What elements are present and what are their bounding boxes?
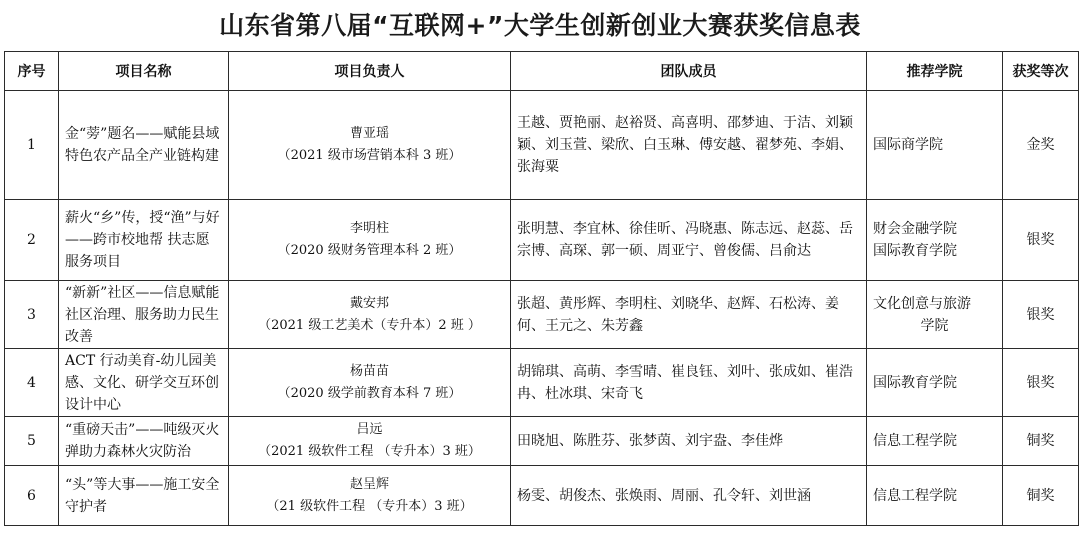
team-members: 胡锦琪、高萌、李雪晴、崔良钰、刘叶、张成如、崔浩冉、杜冰琪、宋奇飞 bbox=[511, 349, 867, 417]
row-index: 5 bbox=[5, 417, 59, 466]
leader-name: 戴安邦 bbox=[349, 295, 389, 311]
team-members: 张明慧、李宜林、徐佳昕、冯晓惠、陈志远、赵蕊、岳宗博、高琛、郭一硕、周亚宁、曾俊儒、吕俞达 bbox=[511, 200, 867, 281]
school-line-1: 信息工程学院 bbox=[873, 487, 957, 504]
row-index: 6 bbox=[5, 466, 59, 526]
header-team: 团队成员 bbox=[511, 52, 867, 91]
recommending-school bbox=[867, 281, 1003, 349]
school-line-2: 国际教育学院 bbox=[873, 243, 957, 259]
recommending-school bbox=[867, 91, 1003, 200]
leader-class: （21 级软件工程 （专升本）3 班） bbox=[266, 498, 473, 514]
project-leader bbox=[229, 91, 511, 200]
leader-class: （2020 级学前教育本科 7 班） bbox=[277, 385, 462, 401]
table-row bbox=[5, 200, 1079, 281]
leader-name: 杨苗苗 bbox=[349, 363, 389, 379]
header-leader: 项目负责人 bbox=[229, 52, 511, 91]
award-table bbox=[4, 51, 1079, 526]
team-members: 张超、黄彤辉、李明柱、刘晓华、赵辉、石松涛、姜何、王元之、朱芳鑫 bbox=[511, 281, 867, 349]
project-leader bbox=[229, 281, 511, 349]
recommending-school bbox=[867, 349, 1003, 417]
award-level: 银奖 bbox=[1003, 281, 1079, 349]
project-name: “新新”社区——信息赋能社区治理、服务助力民生改善 bbox=[59, 281, 229, 349]
school-line-1: 国际商学院 bbox=[873, 137, 943, 153]
project-name: 金“蒡”题名——赋能县域特色农产品全产业链构建 bbox=[59, 91, 229, 200]
award-level: 银奖 bbox=[1003, 349, 1079, 417]
row-index: 1 bbox=[5, 91, 59, 200]
school-line-1: 财会金融学院 bbox=[873, 221, 957, 237]
award-level: 铜奖 bbox=[1003, 466, 1079, 526]
project-leader bbox=[229, 417, 511, 466]
row-index: 4 bbox=[5, 349, 59, 417]
project-leader bbox=[229, 466, 511, 526]
school-line-1: 国际教育学院 bbox=[873, 374, 957, 391]
project-leader bbox=[229, 349, 511, 417]
page-title: 山东省第八届“互联网+”大学生创新创业大赛获奖信息表 bbox=[219, 11, 861, 40]
table-header-row bbox=[5, 52, 1079, 91]
recommending-school bbox=[867, 200, 1003, 281]
leader-class: （2020 级财务管理本科 2 班） bbox=[277, 243, 462, 258]
header-index: 序号 bbox=[5, 52, 59, 91]
header-project-name: 项目名称 bbox=[59, 52, 229, 91]
leader-name: 曹亚瑶 bbox=[349, 126, 389, 141]
project-name: ACT 行动美育-幼儿园美感、文化、研学交互环创设计中心 bbox=[59, 349, 229, 417]
leader-class: （2021 级软件工程 （专升本）3 班） bbox=[258, 444, 481, 459]
recommending-school bbox=[867, 466, 1003, 526]
leader-name: 赵呈辉 bbox=[349, 476, 389, 492]
table-row bbox=[5, 417, 1079, 466]
table-row bbox=[5, 281, 1079, 349]
leader-class: （2021 级市场营销本科 3 班） bbox=[277, 148, 462, 163]
project-name: 薪火“乡”传，授“渔”与好——跨市校地帮 扶志愿服务项目 bbox=[59, 200, 229, 281]
team-members: 田晓旭、陈胜芬、张梦茵、刘宇盎、李佳烨 bbox=[511, 417, 867, 466]
school-line-1: 信息工程学院 bbox=[873, 433, 957, 449]
project-name: “重磅天击”——吨级灭火弹助力森林火灾防治 bbox=[59, 417, 229, 466]
table-row bbox=[5, 466, 1079, 526]
award-level: 银奖 bbox=[1003, 200, 1079, 281]
row-index: 2 bbox=[5, 200, 59, 281]
school-line-1: 文化创意与旅游 bbox=[873, 295, 971, 312]
award-level: 金奖 bbox=[1003, 91, 1079, 200]
team-members: 王越、贾艳丽、赵裕贤、高喜明、邵梦迪、于洁、刘颖颖、刘玉萱、梁欣、白玉琳、傅安越、翟梦苑、李娟、张海粟 bbox=[511, 91, 867, 200]
header-school: 推荐学院 bbox=[867, 52, 1003, 91]
team-members: 杨雯、胡俊杰、张焕雨、周丽、孔令轩、刘世涵 bbox=[511, 466, 867, 526]
recommending-school bbox=[867, 417, 1003, 466]
table-row bbox=[5, 91, 1079, 200]
row-index: 3 bbox=[5, 281, 59, 349]
header-award: 获奖等次 bbox=[1003, 52, 1079, 91]
table-row bbox=[5, 349, 1079, 417]
project-leader bbox=[229, 200, 511, 281]
leader-name: 李明柱 bbox=[349, 221, 389, 236]
leader-name: 吕远 bbox=[356, 422, 383, 437]
award-level: 铜奖 bbox=[1003, 417, 1079, 466]
school-line-2: 学院 bbox=[920, 317, 949, 334]
project-name: “头”等大事——施工安全守护者 bbox=[59, 466, 229, 526]
leader-class: （2021 级工艺美术（专升本）2 班 ） bbox=[258, 317, 481, 333]
